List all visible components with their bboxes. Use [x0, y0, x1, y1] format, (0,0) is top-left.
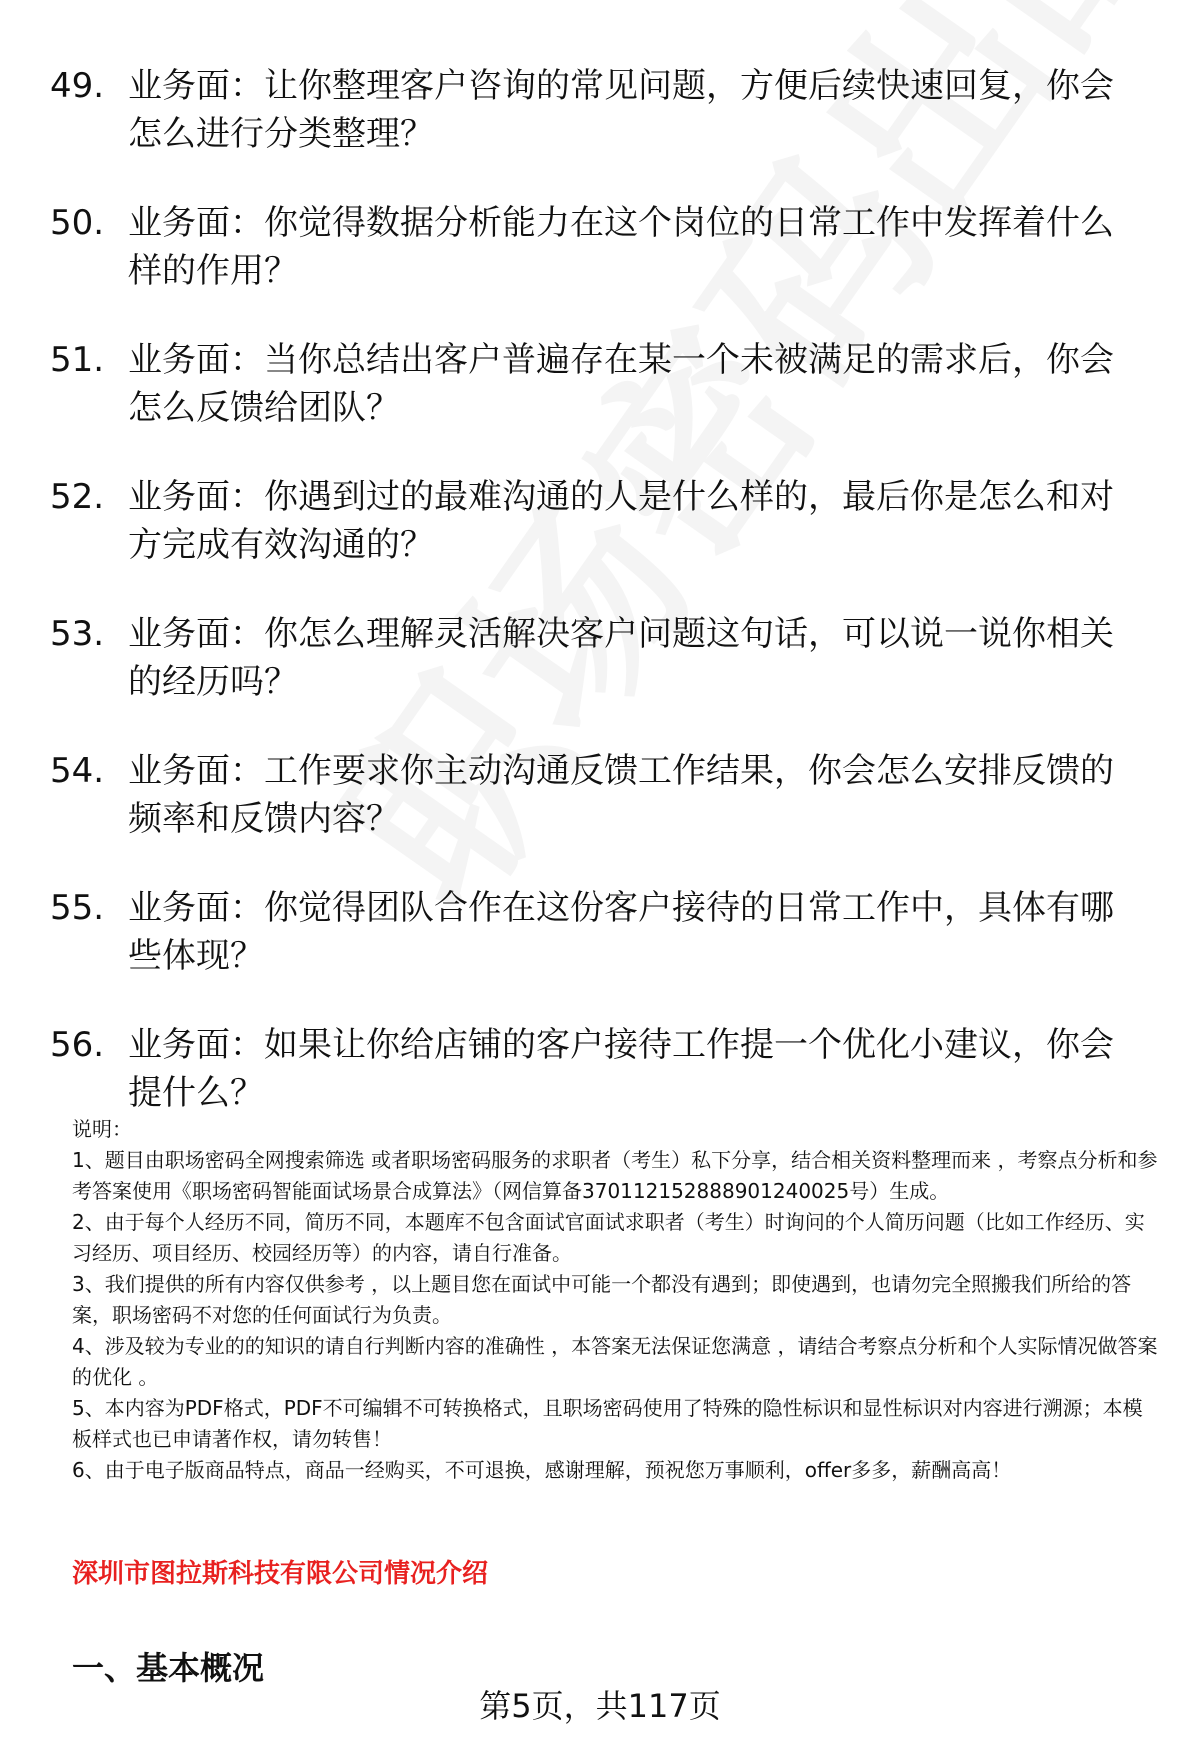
- question-item: [50, 1021, 1150, 1117]
- question-number: 53.: [50, 614, 105, 654]
- question-number: 51.: [50, 340, 105, 380]
- question-text: 业务面：你觉得团队合作在这份客户接待的日常工作中，具体有哪些体现？: [128, 888, 1114, 976]
- question-text: 业务面：如果让你给店铺的客户接待工作提一个优化小建议，你会提什么？: [128, 1025, 1114, 1113]
- question-item: [50, 336, 1150, 432]
- question-number: 49.: [50, 66, 105, 106]
- question-text: 业务面：当你总结出客户普遍存在某一个未被满足的需求后，你会怎么反馈给团队？: [128, 340, 1114, 428]
- question-item: [50, 473, 1150, 569]
- question-number: 56.: [50, 1025, 105, 1065]
- question-text: 业务面：你遇到过的最难沟通的人是什么样的，最后你是怎么和对方完成有效沟通的？: [128, 477, 1114, 565]
- company-title: 深圳市图拉斯科技有限公司情况介绍: [72, 1559, 489, 1589]
- question-text: 业务面：让你整理客户咨询的常见问题，方便后续快速回复，你会怎么进行分类整理？: [128, 66, 1114, 154]
- question-number: 55.: [50, 888, 105, 928]
- page-footer: 第5页，共117页: [479, 1687, 721, 1725]
- note-item: 6、由于电子版商品特点，商品一经购买，不可退换，感谢理解，预祝您万事顺利，offer多多，薪酬高高！: [72, 1458, 1012, 1482]
- question-text: 业务面：工作要求你主动沟通反馈工作结果，你会怎么安排反馈的频率和反馈内容？: [128, 751, 1114, 839]
- note-item: 1、题目由职场密码全网搜索筛选 或者职场密码服务的求职者（考生）私下分享，结合相关资料整理而来 ，考察点分析和参考答案使用《职场密码智能面试场景合成算法》（网信算备370112152888901240025号）生成。: [72, 1148, 1158, 1203]
- question-number: 52.: [50, 477, 105, 517]
- question-text: 业务面：你觉得数据分析能力在这个岗位的日常工作中发挥着什么样的作用？: [128, 203, 1114, 291]
- question-item: [50, 884, 1150, 980]
- note-item: 3、我们提供的所有内容仅供参考 ，以上题目您在面试中可能一个都没有遇到；即使遇到，也请勿完全照搬我们所给的答案，职场密码不对您的任何面试行为负责。: [72, 1272, 1132, 1327]
- section-heading: 一、基本概况: [72, 1649, 265, 1687]
- question-text: 业务面：你怎么理解灵活解决客户问题这句话，可以说一说你相关的经历吗？: [128, 614, 1114, 702]
- note-item: 4、涉及较为专业的的知识的请自行判断内容的准确性 ，本答案无法保证您满意 ，请结合考察点分析和个人实际情况做答案的优化 。: [72, 1334, 1158, 1389]
- notes-title: 说明：: [72, 1117, 132, 1141]
- question-item: [50, 747, 1150, 843]
- notes-section: [72, 1114, 1162, 1486]
- question-item: [50, 610, 1150, 706]
- question-item: [50, 199, 1150, 295]
- note-item: 2、由于每个人经历不同，简历不同，本题库不包含面试官面试求职者（考生）时询问的个人简历问题（比如工作经历、实习经历、项目经历、校园经历等）的内容，请自行准备。: [72, 1210, 1145, 1265]
- question-list: [50, 62, 1150, 1158]
- question-number: 54.: [50, 751, 105, 791]
- question-item: [50, 62, 1150, 158]
- question-number: 50.: [50, 203, 105, 243]
- note-item: 5、本内容为PDF格式，PDF不可编辑不可转换格式，且职场密码使用了特殊的隐性标识和显性标识对内容进行溯源；本模板样式也已申请著作权，请勿转售！: [72, 1396, 1143, 1451]
